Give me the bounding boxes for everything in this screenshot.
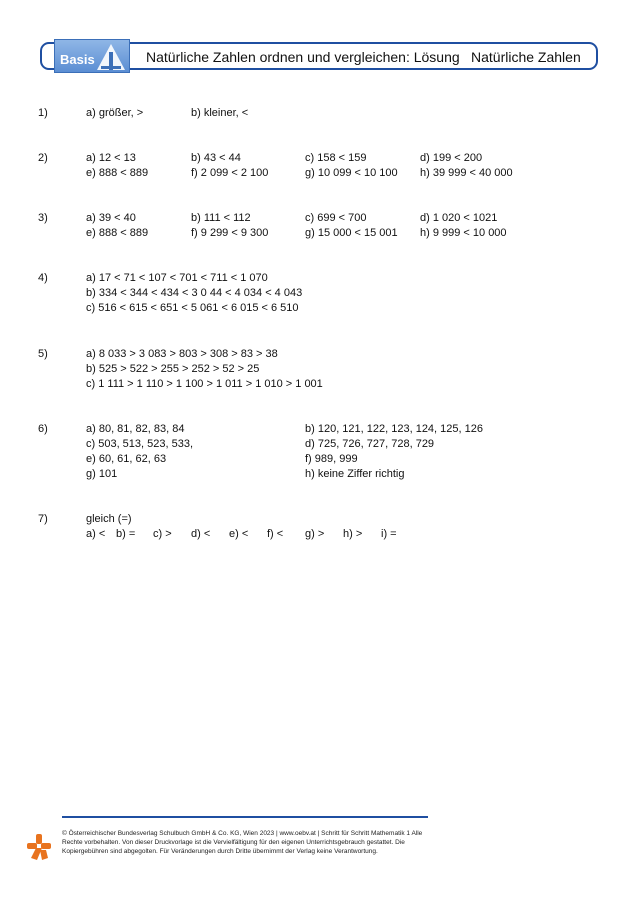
answer: a) größer, > [86, 107, 144, 119]
answer: gleich (=) [86, 513, 132, 525]
task-number: 5) [38, 348, 48, 360]
answer: c) 516 < 615 < 651 < 5 061 < 6 015 < 6 510 [86, 302, 299, 314]
triangle-icon [95, 42, 127, 72]
answer: f) 2 099 < 2 100 [191, 167, 269, 179]
answer: b) 334 < 344 < 434 < 3 0 44 < 4 034 < 4 043 [86, 287, 303, 299]
answer: c) > [153, 528, 172, 540]
task-number: 3) [38, 212, 48, 224]
level-badge [54, 39, 130, 73]
answer: e) < [229, 528, 249, 540]
answer: b) 43 < 44 [191, 152, 241, 164]
answer: a) < [86, 528, 106, 540]
task-number: 4) [38, 272, 48, 284]
answer: e) 888 < 889 [86, 167, 149, 179]
page-subject: Natürliche Zahlen [471, 49, 581, 65]
answer: d) 1 020 < 1021 [420, 212, 498, 224]
answer: g) 101 [86, 468, 118, 480]
answer: d) 725, 726, 727, 728, 729 [305, 438, 435, 450]
task-number: 6) [38, 423, 48, 435]
answer: h) 39 999 < 40 000 [420, 167, 513, 179]
task-number: 7) [38, 513, 48, 525]
task-number: 1) [38, 107, 48, 119]
answer: b) 111 < 112 [191, 212, 251, 224]
answer: i) = [381, 528, 397, 540]
answer: b) = [116, 528, 136, 540]
answer: g) 10 099 < 10 100 [305, 167, 398, 179]
answer: f) 989, 999 [305, 453, 358, 465]
badge-label: Basis [60, 52, 95, 67]
answer: b) 525 > 522 > 255 > 252 > 52 > 25 [86, 363, 260, 375]
answer: g) > [305, 528, 325, 540]
answer: a) 80, 81, 82, 83, 84 [86, 423, 185, 435]
answer: c) 158 < 159 [305, 152, 367, 164]
task-number: 2) [38, 152, 48, 164]
answer: a) 8 033 > 3 083 > 803 > 308 > 83 > 38 [86, 348, 278, 360]
answer: d) < [191, 528, 211, 540]
answer: a) 39 < 40 [86, 212, 136, 224]
answer: f) 9 299 < 9 300 [191, 227, 269, 239]
answer: b) kleiner, < [191, 107, 249, 119]
answer: f) < [267, 528, 284, 540]
answer: e) 60, 61, 62, 63 [86, 453, 167, 465]
answer: c) 503, 513, 523, 533, [86, 438, 194, 450]
answer: e) 888 < 889 [86, 227, 149, 239]
answer: c) 699 < 700 [305, 212, 367, 224]
footer-divider [62, 816, 428, 818]
answer: g) 15 000 < 15 001 [305, 227, 398, 239]
answer: h) keine Ziffer richtig [305, 468, 405, 480]
answer: d) 199 < 200 [420, 152, 483, 164]
answer: b) 120, 121, 122, 123, 124, 125, 126 [305, 423, 483, 435]
page-title: Natürliche Zahlen ordnen und vergleichen: Lösung [146, 49, 460, 65]
publisher-logo-icon [26, 832, 52, 862]
answer: c) 1 111 > 1 110 > 1 100 > 1 011 > 1 010 > 1 001 [86, 378, 323, 390]
copyright-notice: © Österreichischer Bundesverlag Schulbuch GmbH & Co. KG, Wien 2023 | www.oebv.at | Schritt für Schritt Mathematik 1 Alle Rechte vorbehalten. Von dieser Druckvorlage ist die Vervielfältigung für den eigenen Unterrichtsgebrauch gestattet. Die Kopiergebühren sind abgegolten. Für Veränderungen durch Dritte übernimmt der Verlag keine Verantwortung. [62, 830, 423, 855]
answer: h) > [343, 528, 363, 540]
answer: a) 12 < 13 [86, 152, 136, 164]
answer: a) 17 < 71 < 107 < 701 < 711 < 1 070 [86, 272, 268, 284]
answer: h) 9 999 < 10 000 [420, 227, 507, 239]
